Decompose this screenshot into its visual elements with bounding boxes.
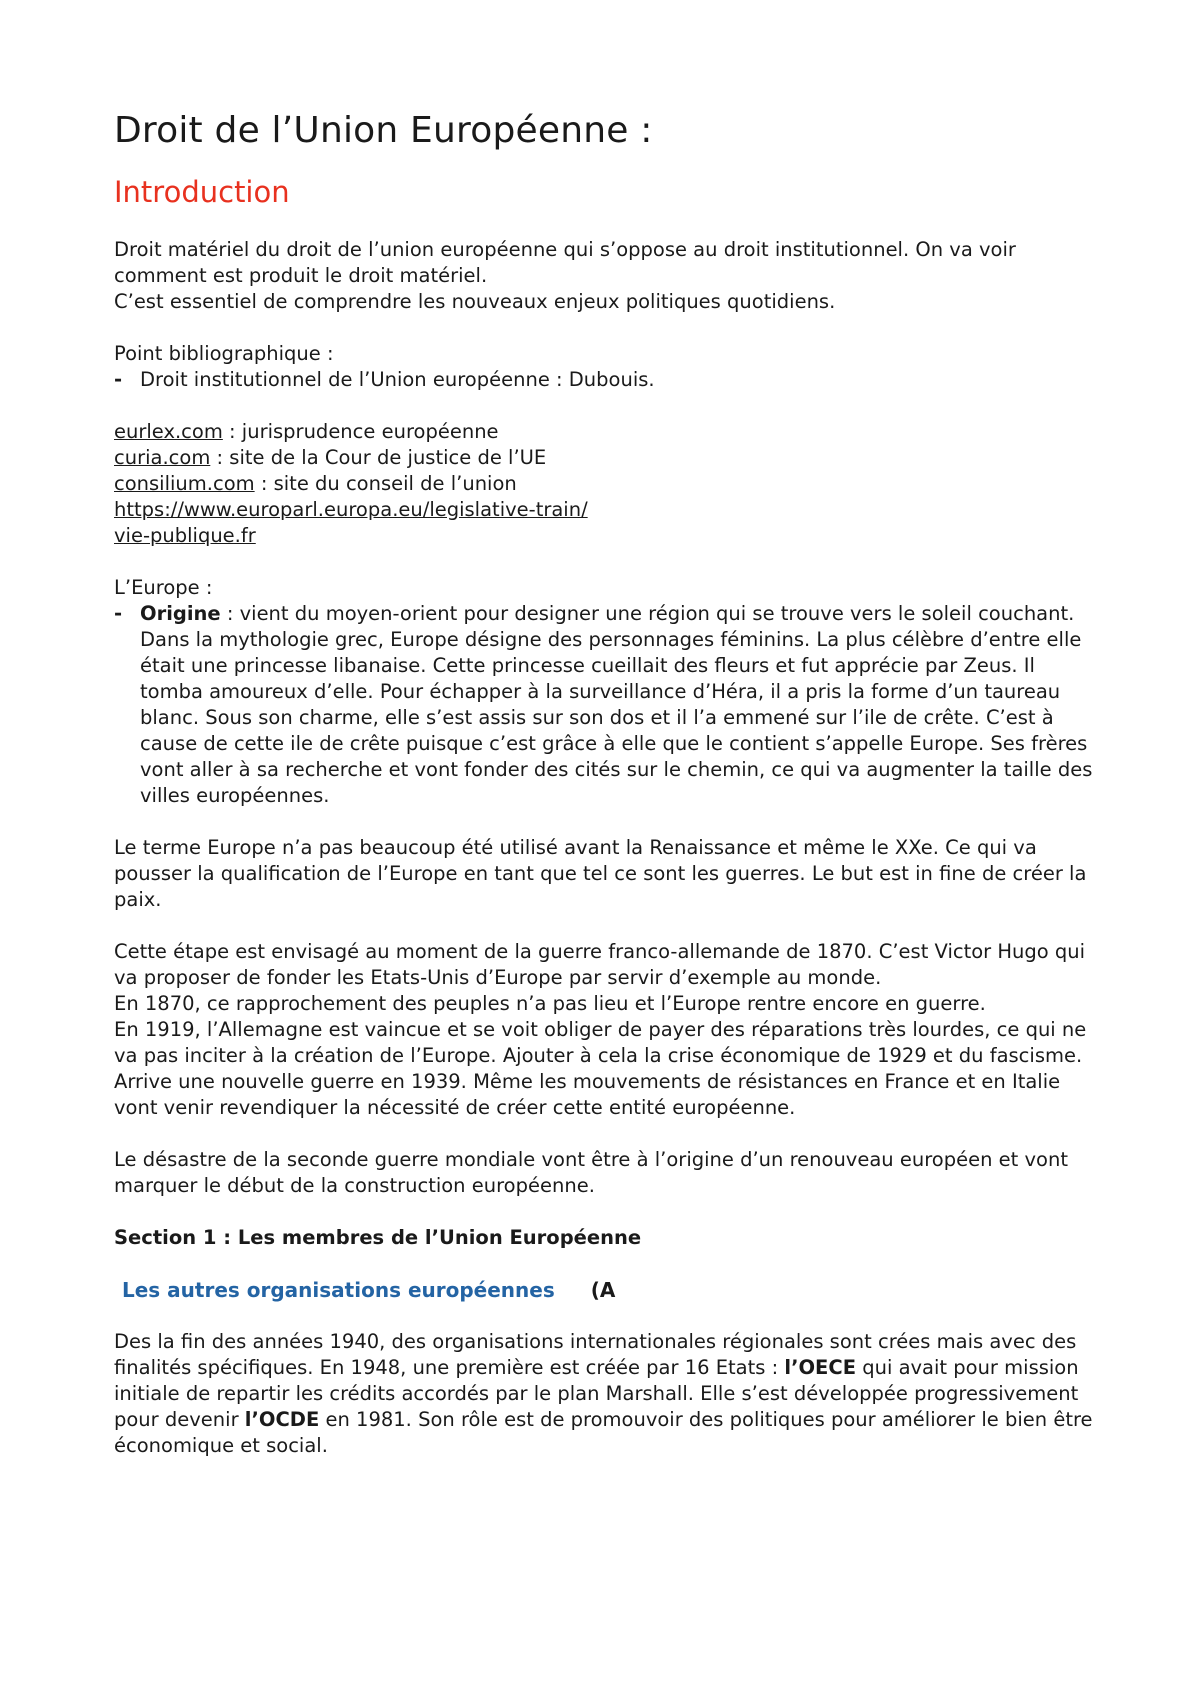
intro-paragraph: Droit matériel du droit de l’union européenne qui s’oppose au droit institutionnel. On va voir comment est produit le droit matériel. (114, 238, 1016, 287)
link-eurlex[interactable]: eurlex.com (114, 420, 223, 443)
bullet-dash: - (114, 368, 123, 391)
biblio-label: Point bibliographique : (114, 342, 334, 365)
link-row (114, 419, 1104, 445)
intro-paragraph-2: C’est essentiel de comprendre les nouveaux enjeux politiques quotidiens. (114, 290, 836, 313)
paragraph-terme: Le terme Europe n’a pas beaucoup été utilisé avant la Renaissance et même le XXe. Ce qui va pousser la qualification de l’Europe en tant que tel ce sont les guerres. Le but est in fine de créer la paix. (114, 836, 1087, 911)
bullet-dash: - (114, 602, 123, 625)
links-list (114, 419, 1104, 549)
link-description: : site de la Cour de justice de l’UE (210, 446, 547, 469)
paragraph-1919: En 1919, l’Allemagne est vaincue et se voit obliger de payer des réparations très lourdes, ce qui ne va pas inciter à la création de l’Europe. Ajouter à cela la crise économique de 1929 et du fascisme. (114, 1018, 1087, 1067)
paragraph-etape: Cette étape est envisagé au moment de la guerre franco-allemande de 1870. C’est Victor Hugo qui va proposer de fonder les Etats-Unis d’Europe par servir d’exemple au monde. (114, 940, 1086, 989)
document-page (114, 110, 1104, 1459)
link-curia[interactable]: curia.com (114, 446, 211, 469)
oece-term: l’OECE (784, 1356, 857, 1379)
origine-item (114, 601, 1104, 809)
europe-label: L’Europe : (114, 576, 213, 599)
link-consilium[interactable]: consilium.com (114, 472, 255, 495)
text-run: qui avait pour mission initiale de repartir les crédits accordés par le plan Marshall. Elle s’est développée progressivement pour devenir (114, 1356, 1079, 1431)
text-run: en 1981. Son rôle est de promouvoir des politiques pour améliorer le bien être économique et social. (114, 1408, 1093, 1457)
link-row (114, 497, 1104, 523)
intro-heading: Introduction (114, 175, 290, 209)
biblio-item-text: Droit institutionnel de l’Union européenne : Dubouis. (140, 368, 655, 391)
text-run: Des la fin des années 1940, des organisations internationales régionales sont crées mais avec des finalités spécifiques. En 1948, une première est créée par 16 Etats : (114, 1330, 1077, 1379)
link-row (114, 445, 1104, 471)
subsection-label: Les autres organisations européennes (122, 1278, 555, 1302)
subsection-heading (114, 1277, 1104, 1303)
link-vie-publique[interactable]: vie-publique.fr (114, 524, 256, 547)
section-heading: Section 1 : Les membres de l’Union Européenne (114, 1226, 642, 1249)
paragraph-desastre: Le désastre de la seconde guerre mondiale vont être à l’origine d’un renouveau européen et vont marquer le début de la construction européenne. (114, 1148, 1068, 1197)
biblio-item (114, 367, 1104, 393)
link-description: : site du conseil de l’union (254, 472, 517, 495)
ocde-term: l’OCDE (244, 1408, 320, 1431)
paragraph-organisations (114, 1329, 1104, 1459)
link-description: : jurisprudence européenne (222, 420, 499, 443)
link-europarl[interactable]: https://www.europarl.europa.eu/legislative-train/ (114, 498, 588, 521)
origine-label: Origine (140, 602, 221, 625)
page-title: Droit de l’Union Européenne : (114, 110, 653, 151)
origine-text: : vient du moyen-orient pour designer une région qui se trouve vers le soleil couchant. Dans la mythologie grec, Europe désigne des personnages féminins. La plus célèbre d’entre elle était une princesse libanaise. Cette princesse cueillait des fleurs et fut apprécie par Zeus. Il tomba amoureux d’elle. Pour échapper à la surveillance d’Héra, il a pris la forme d’un taureau blanc. Sous son charme, elle s’est assis sur son dos et il l’a emmené sur l’ile de crête. C’est à cause de cette ile de crête puisque c’est grâce à elle que le contient s’appelle Europe. Ses frères vont aller à sa recherche et vont fonder des cités sur le chemin, ce qui va augmenter la taille des villes européennes. (140, 602, 1093, 807)
origine-text-block (140, 601, 1104, 809)
paragraph-1870: En 1870, ce rapprochement des peuples n’a pas lieu et l’Europe rentre encore en guerre. (114, 992, 986, 1015)
link-row (114, 523, 1104, 549)
paragraph-1939: Arrive une nouvelle guerre en 1939. Même les mouvements de résistances en France et en Italie vont venir revendiquer la nécessité de créer cette entité européenne. (114, 1070, 1061, 1119)
subsection-tag: (A (590, 1278, 616, 1302)
link-row (114, 471, 1104, 497)
